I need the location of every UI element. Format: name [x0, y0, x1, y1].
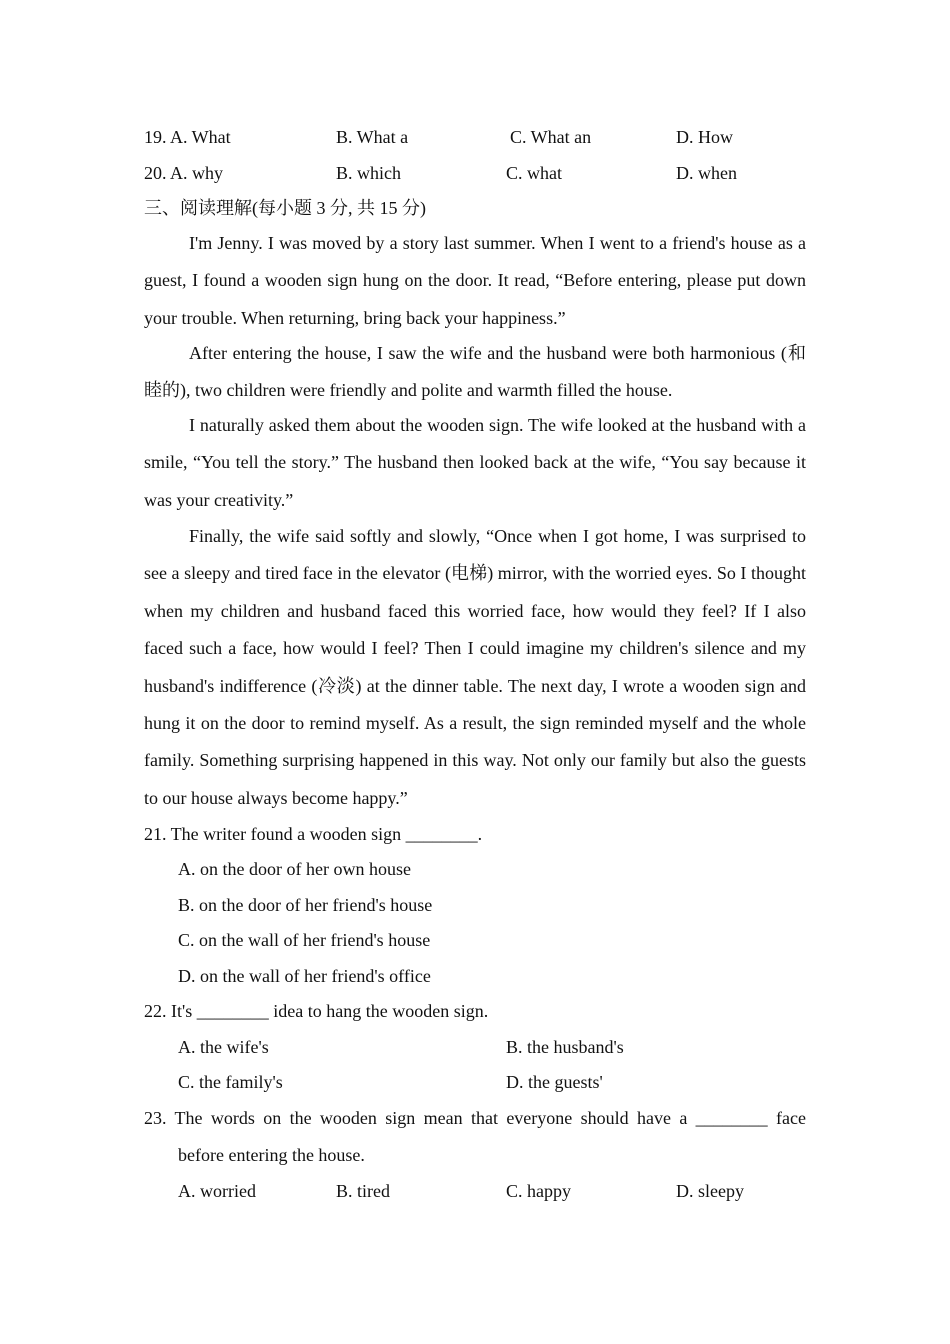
q21-option-b: B. on the door of her friend's house — [178, 895, 433, 915]
q19-option-a: 19. A. What — [144, 127, 231, 147]
passage-paragraph-2: After entering the house, I saw the wife and the husband were both harmonious (和睦的), two children were friendly and polite and warmth filled the house. — [144, 343, 806, 401]
q22-stem: 22. It's ________ idea to hang the wooden sign. — [144, 1001, 489, 1021]
q20-option-d: D. when — [676, 163, 737, 183]
q19-option-c: C. What an — [510, 127, 592, 147]
passage-paragraph-3: I naturally asked them about the wooden sign. The wife looked at the husband with a smile, “You tell the story.” The husband then looked back at the wife, “You say because it was your creativity.” — [144, 415, 806, 510]
q23-option-b: B. tired — [336, 1181, 390, 1201]
q23-stem-line2: before entering the house. — [178, 1145, 365, 1165]
q23-option-a: A. worried — [178, 1181, 256, 1201]
q23-stem-line1: 23. The words on the wooden sign mean that everyone should have a ________ face — [144, 1108, 806, 1128]
q22-option-b: B. the husband's — [506, 1037, 624, 1057]
section-heading: 三、阅读理解(每小题 3 分, 共 15 分) — [144, 198, 426, 218]
passage-paragraph-4: Finally, the wife said softly and slowly, “Once when I got home, I was surprised to see a sleepy and tired face in the elevator (电梯) mirror, with the worried eyes. So I thought when my children and husband faced this worried face, how would they feel? If I also faced such a face, how would I feel? Then I could imagine my children's silence and my husband's indifference (冷淡) at the dinner table. The next day, I wrote a wooden sign and hung it on the door to remind myself. As a result, the sign reminded myself and the whole family. Something surprising happened in this way. Not only our family but also the guests to our house always become happy.” — [144, 526, 806, 808]
q21-option-d: D. on the wall of her friend's office — [178, 966, 431, 986]
q23-option-d: D. sleepy — [676, 1181, 744, 1201]
q21-option-c: C. on the wall of her friend's house — [178, 930, 431, 950]
q22-option-c: C. the family's — [178, 1072, 283, 1092]
q20-option-c: C. what — [506, 163, 562, 183]
q19-option-d: D. How — [676, 127, 733, 147]
q22-option-a: A. the wife's — [178, 1037, 269, 1057]
q21-stem: 21. The writer found a wooden sign ________. — [144, 824, 483, 844]
q22-option-d: D. the guests' — [506, 1072, 603, 1092]
q23-option-c: C. happy — [506, 1181, 571, 1201]
passage-paragraph-1: I'm Jenny. I was moved by a story last summer. When I went to a friend's house as a guest, I found a wooden sign hung on the door. It read, “Before entering, please put down your trouble. When returning, bring back your happiness.” — [144, 233, 806, 328]
q20-option-b: B. which — [336, 163, 401, 183]
q19-option-b: B. What a — [336, 127, 409, 147]
q21-option-a: A. on the door of her own house — [178, 859, 411, 879]
q20-option-a: 20. A. why — [144, 163, 224, 183]
